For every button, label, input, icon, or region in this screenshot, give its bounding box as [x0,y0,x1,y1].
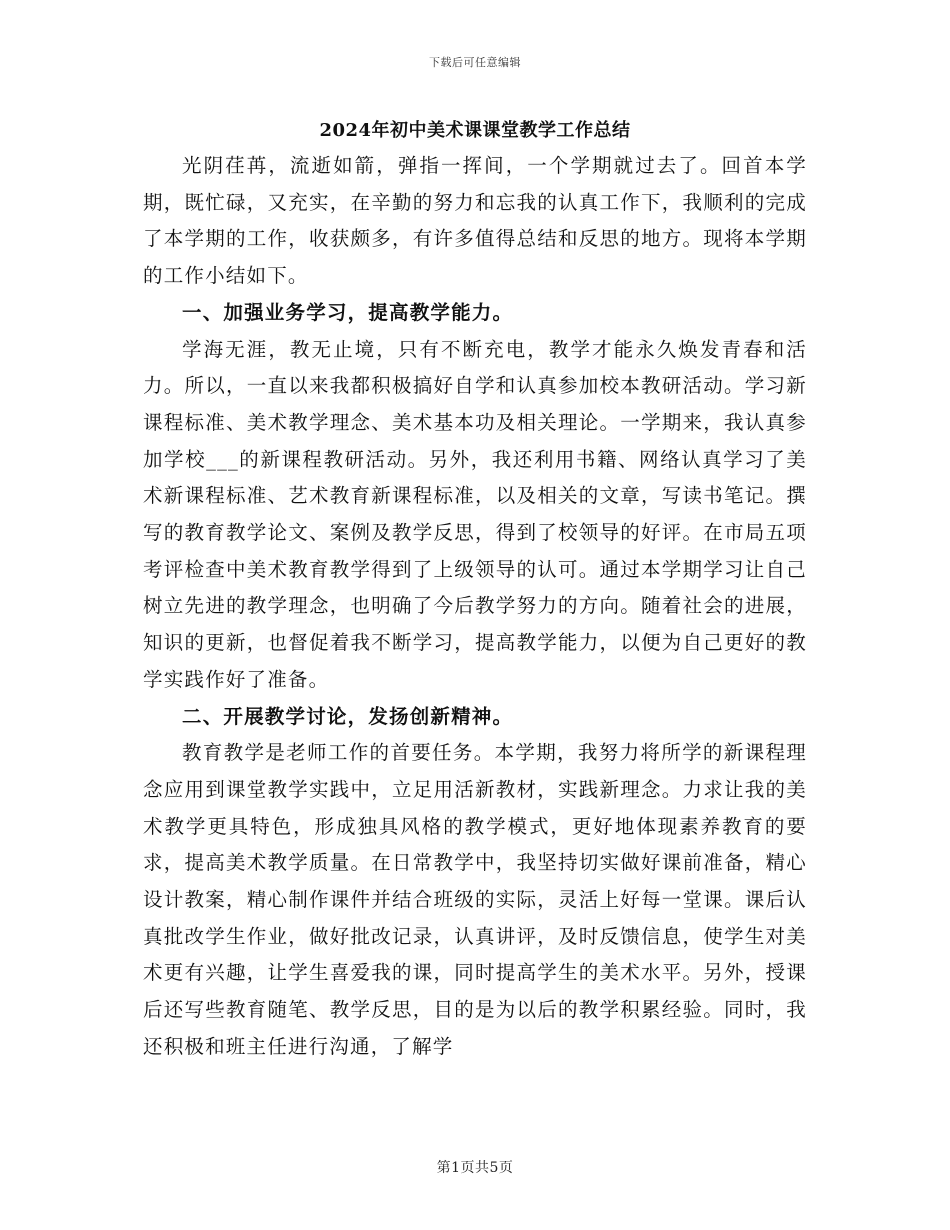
section-heading-2: 二、开展教学讨论，发扬创新精神。 [182,704,514,728]
section-1-paragraph: 学海无涯，教无止境，只有不断充电，教学才能永久焕发青春和活力。所以，一直以来我都积极搞好自学和认真参加校本教研活动。学习新课程标准、美术教学理念、美术基本功及相关理论。一学期来，我认真参加学校___的新课程教研活动。另外，我还利用书籍、网络认真学习了美术新课程标准、艺术教育新课程标准，以及相关的文章，写读书笔记。撰写的教育教学论文、案例及教学反思，得到了校领导的好评。在市局五项考评检查中美术教育教学得到了上级领导的认可。通过本学期学习让自己树立先进的教学理念，也明确了今后教学努力的方向。随着社会的进展，知识的更新，也督促着我不断学习，提高教学能力，以便为自己更好的教学实践作好了准备。 [143,337,807,691]
section-2-paragraph: 教育教学是老师工作的首要任务。本学期，我努力将所学的新课程理念应用到课堂教学实践中，立足用活新教材，实践新理念。力求让我的美术教学更具特色，形成独具风格的教学模式，更好地体现素养教育的要求，提高美术教学质量。在日常教学中，我坚持切实做好课前准备，精心设计教案，精心制作课件并结合班级的实际，灵活上好每一堂课。课后认真批改学生作业，做好批改记录，认真讲评，及时反馈信息，使学生对美术更有兴趣，让学生喜爱我的课，同时提高学生的美术水平。另外，授课后还写些教育随笔、教学反思，目的是为以后的教学积累经验。同时，我还积极和班主任进行沟通，了解学 [143,741,807,1058]
document-title: 2024年初中美术课课堂教学工作总结 [319,120,631,141]
section-heading-1: 一、加强业务学习，提高教学能力。 [182,300,514,324]
document-body [143,148,807,1066]
page-footer: 第1页共5页 [436,1160,514,1176]
header-note: 下载后可任意编辑 [429,56,521,69]
intro-paragraph: 光阴荏苒，流逝如箭，弹指一挥间，一个学期就过去了。回首本学期，既忙碌，又充实，在辛勤的努力和忘我的认真工作下，我顺利的完成了本学期的工作，收获颇多，有许多值得总结和反思的地方。现将本学期的工作小结如下。 [143,154,807,288]
